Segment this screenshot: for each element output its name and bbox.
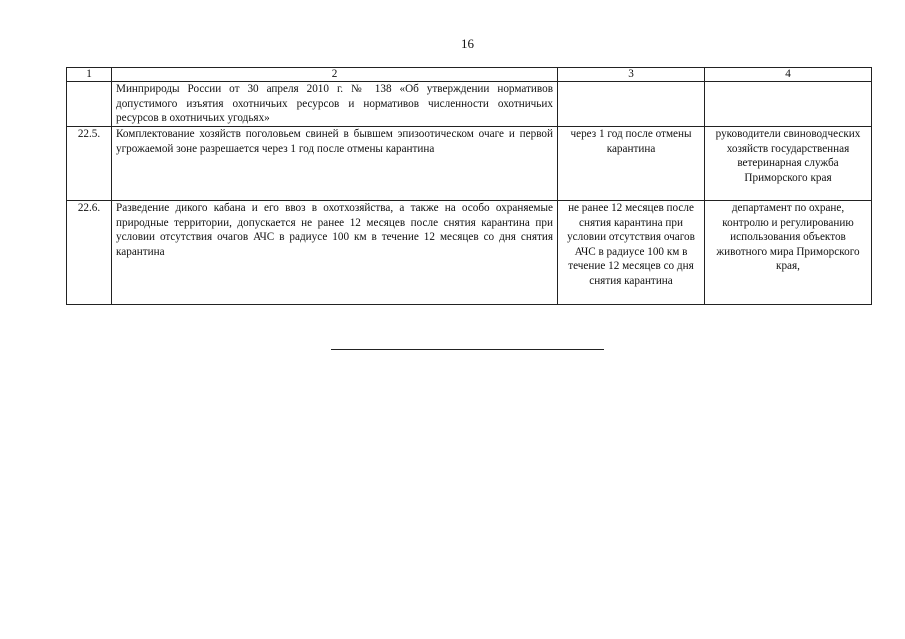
row-term xyxy=(558,82,705,127)
row-description: Разведение дикого кабана и его ввоз в охотхозяйства, а также на особо охраняемые природные территории, допускается не ранее 12 месяцев после снятия карантина при условии отсутствия очагов АЧС в радиусе 100 км в течение 12 месяцев со дня снятия карантина xyxy=(112,201,558,305)
row-number: 22.5. xyxy=(67,127,112,201)
row-number: 22.6. xyxy=(67,201,112,305)
row-number xyxy=(67,82,112,127)
table-row xyxy=(67,201,872,305)
row-term: через 1 год после отмены карантина xyxy=(558,127,705,201)
column-header-4: 4 xyxy=(705,68,872,82)
column-header-1: 1 xyxy=(67,68,112,82)
table-row xyxy=(67,127,872,201)
table-row xyxy=(67,82,872,127)
page-number: 16 xyxy=(461,36,474,51)
row-description: Минприроды России от 30 апреля 2010 г. № 138 «Об утверждении нормативов допустимого изъятия охотничьих ресурсов и нормативов численности охотничьих ресурсов в охотничьих угодьях» xyxy=(112,82,558,127)
row-description: Комплектование хозяйств поголовьем свиней в бывшем эпизоотическом очаге и первой угрожаемой зоне разрешается через 1 год после отмены карантина xyxy=(112,127,558,201)
closing-divider-line xyxy=(331,349,604,350)
row-responsible: руководители свиноводческих хозяйств государственная ветеринарная служба Приморского края xyxy=(705,127,872,201)
row-term: не ранее 12 месяцев после снятия карантина при условии отсутствия очагов АЧС в радиусе 100 км в течение 12 месяцев со дня снятия карантина xyxy=(558,201,705,305)
column-header-3: 3 xyxy=(558,68,705,82)
row-responsible xyxy=(705,82,872,127)
table-header-row xyxy=(67,68,872,82)
row-responsible: департамент по охране, контролю и регулированию использования объектов животного мира Приморского края, xyxy=(705,201,872,305)
column-header-2: 2 xyxy=(112,68,558,82)
measures-table xyxy=(66,67,872,305)
